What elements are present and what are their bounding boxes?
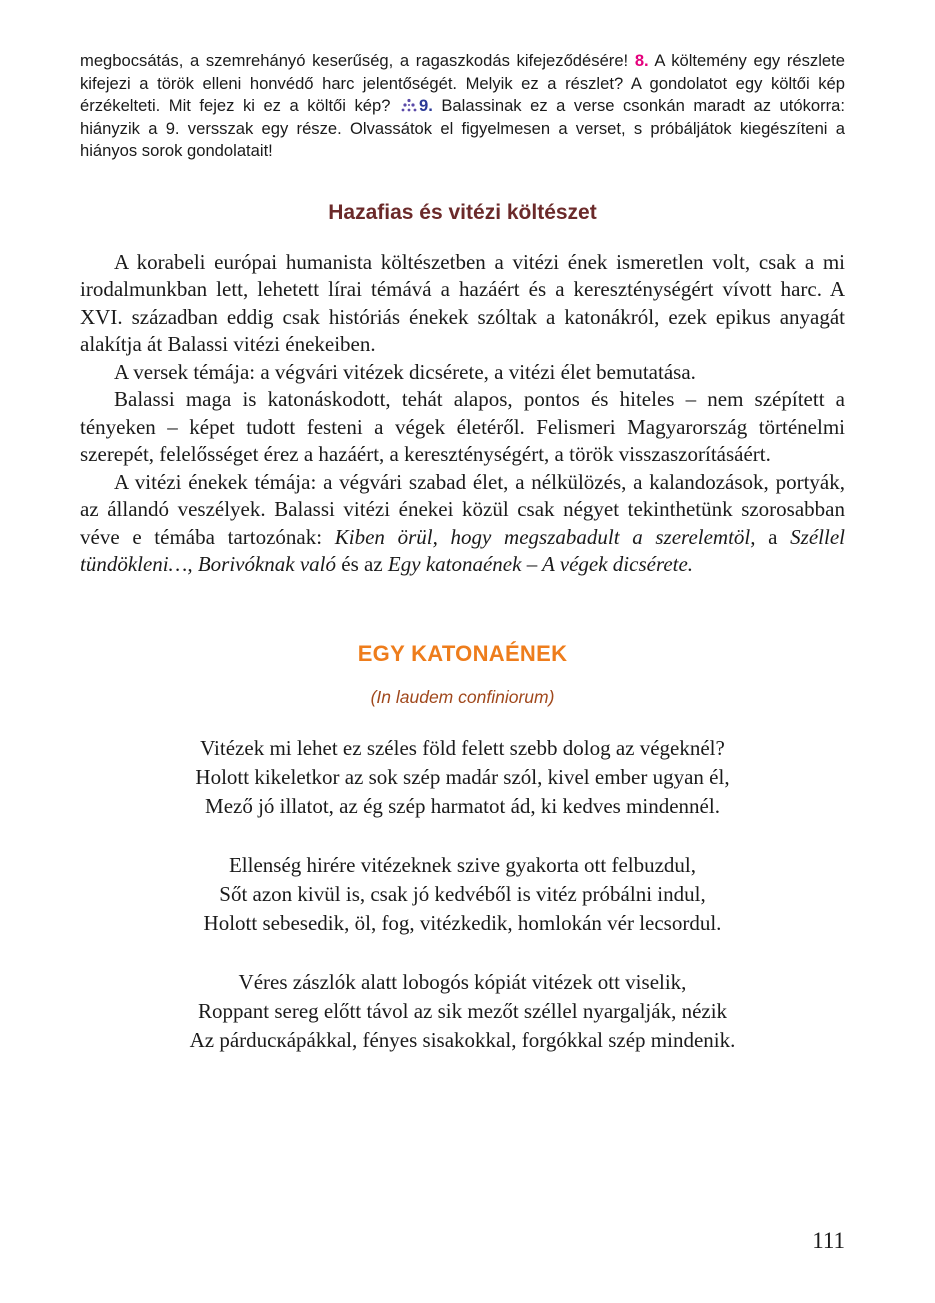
intro-text-c: Balassinak ez a verse csonkán maradt az utókorra: hiányzik a 9. versszak egy része. Olvassátok el figyelmesen a verset, s próbáljátok kiegészíteni a hiányos sorok gondolatait!: [80, 96, 846, 161]
verse-line: Holott sebesedik, öl, fog, vitézkedik, homlokán vér lecsordul.: [203, 910, 722, 935]
question-8-number: 8.: [634, 51, 649, 70]
question-9-number: 9.: [419, 96, 433, 116]
paragraph-4-sep-1: a: [755, 524, 791, 549]
poem-title-ref-2: Széllel tündökleni…, Borivóknak való: [80, 524, 845, 577]
section-paragraph-3: Balassi maga is katonáskodott, tehát alapos, pontos és hiteles – nem szépített a tényeken – képet tudott festeni a végek életéről. Felismeri Magyarország történelmi szerepét, felelősséget érez a hazáért, a kereszténységért, a török visszaszorításáért.: [80, 387, 845, 467]
intro-text-a: megbocsátás, a szemrehányó keserűség, a ragaszkodás kifejeződésére!: [80, 51, 635, 70]
page-content: [80, 50, 845, 1085]
poem-stanza-3: [80, 968, 845, 1055]
poem-stanza-1: [80, 734, 845, 821]
section-paragraph-1: A korabeli európai humanista költészetben a vitézi ének ismeretlen volt, csak a mi irodalmunkban lett, lehetett lírai témává a hazáért és a kereszténységért vívott harc. A XVI. században eddig csak históriás énekek szóltak a katonákról, ezek epikus anyagát alakítja át Balassi vitézi énekeiben.: [80, 249, 845, 357]
section-paragraph-2: A versek témája: a végvári vitézek dicsérete, a vitézi élet bemutatása.: [114, 359, 696, 384]
poem-subtitle: (In laudem confiniorum): [370, 686, 555, 707]
verse-line: Roppant sereg előtt távol az sik mezőt széllel nyargalják, nézik: [197, 998, 728, 1023]
paragraph-4-text: A vitézi énekek témája: a végvári szabad élet, a nélkülözés, a kalandozások, portyák, az állandó veszélyek. Balassi vitézi énekei közül csak négyet tekinthetünk szorosabban véve e témába tartozónak:: [80, 469, 845, 549]
verse-line: Mező jó illatot, az ég szép harmatot ád, ki kedves mindennél.: [205, 793, 720, 818]
verse-line: Holott kikeletkor az sok szép madár szól, kivel ember ugyan él,: [195, 764, 730, 789]
poem-title-ref-1: Kiben örül, hogy megszabadult a szerelemtöl,: [334, 524, 756, 549]
section-paragraph-4: [80, 469, 845, 579]
group-task-icon: [401, 96, 417, 110]
section-title: Hazafias és vitézi költészet: [328, 200, 597, 224]
intro-text-b: A költemény egy részlete kifejezi a török elleni honvédő harc jelentőségét. Melyik ez a részlet? A gondolatot egy költői kép érzékelteti. Mit fejez ki ez a költői kép?: [80, 51, 845, 116]
verse-line: Sőt azon kivül is, csak jó kedvéből is vitéz próbálni indul,: [219, 881, 706, 906]
verse-line: Vitézek mi lehet ez széles föld felett szebb dolog az végeknél?: [200, 735, 725, 760]
poem-title: EGY KATONAÉNEK: [357, 640, 568, 666]
verse-line: Ellenség hirére vitézeknek szive gyakorta ott felbuzdul,: [228, 852, 697, 877]
intro-paragraph: [80, 50, 845, 163]
page-number: 111: [812, 1228, 845, 1253]
poem-stanza-2: [80, 851, 845, 938]
verse-line: Az párducкápákkal, fényes sisakokkal, forgókkal szép mindenik.: [189, 1027, 736, 1052]
paragraph-4-sep-2: és az: [336, 552, 388, 577]
poem-title-ref-3: Egy katonaének – A végek dicsérete.: [387, 552, 694, 577]
verse-line: Véres zászlók alatt lobogós kópiát vitézek ott viselik,: [238, 969, 687, 994]
